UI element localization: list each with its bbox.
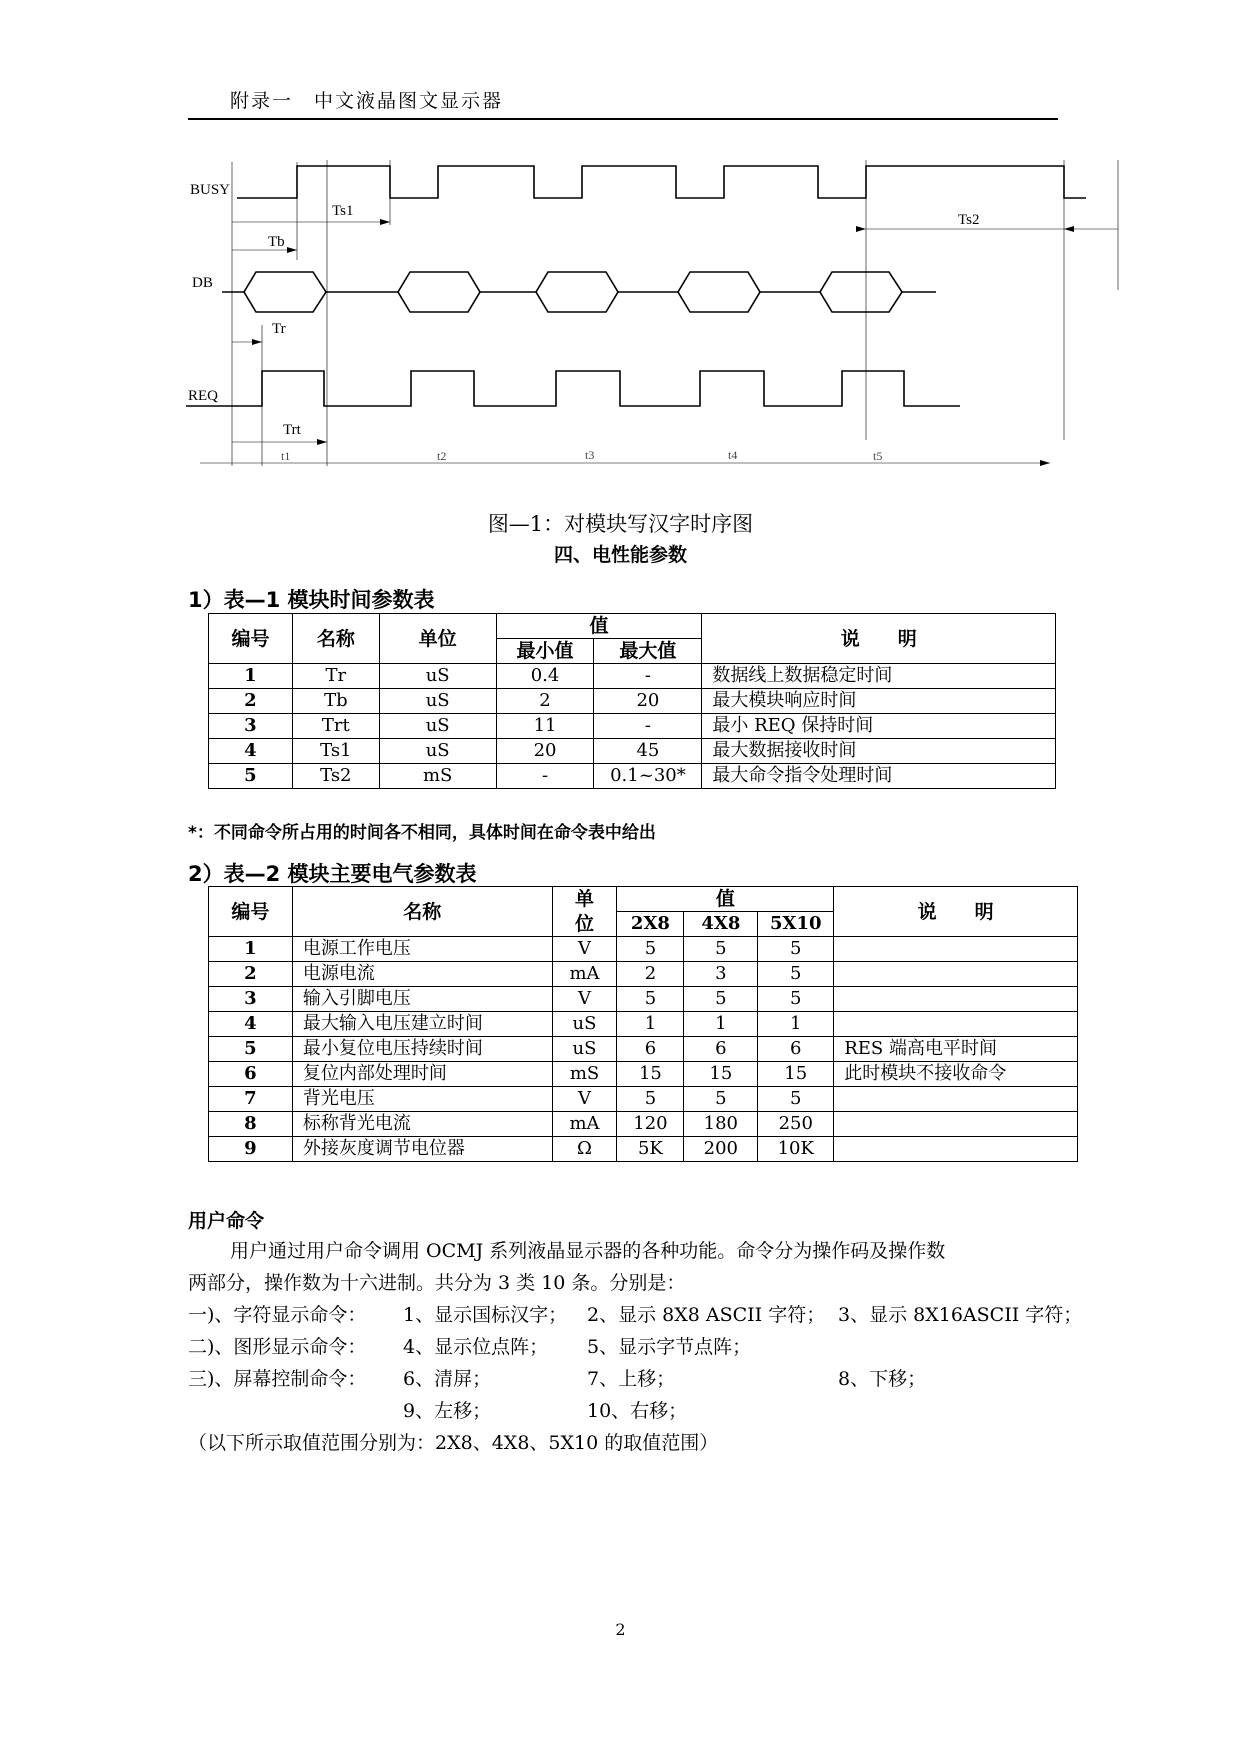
interval-label-trt: Trt: [283, 422, 301, 438]
page-number: 2: [615, 1620, 626, 1639]
table2-body: [209, 937, 1078, 1162]
cmd-item: 1、显示国标汉字；: [403, 1304, 568, 1326]
table-cell: 5: [758, 1087, 834, 1112]
table2-header-no: 编号: [209, 887, 293, 937]
table-cell: uS: [379, 739, 496, 764]
db-data-eye: [398, 272, 480, 312]
cmd-item: 8、下移；: [838, 1368, 927, 1390]
commands-para2: 两部分，操作数为十六进制。共分为 3 类 10 条。分别是：: [188, 1272, 686, 1294]
table-cell: 0.1~30*: [594, 764, 702, 789]
cmd-item: 7、上移；: [587, 1368, 676, 1390]
cmd-item: 3、显示 8X16ASCII 字符；: [838, 1304, 1083, 1326]
table-cell: 1: [617, 1012, 684, 1037]
table2-header-value: 值: [617, 887, 834, 912]
table-cell: 3: [209, 714, 293, 739]
table-cell: [834, 962, 1078, 987]
table2-title: 2）表—2 模块主要电气参数表: [188, 862, 477, 886]
table1-note: *：不同命令所占用的时间各不相同，具体时间在命令表中给出: [188, 823, 656, 843]
table-cell: -: [496, 764, 594, 789]
table-cell: 2: [209, 962, 293, 987]
table-cell: 7: [209, 1087, 293, 1112]
table-cell: mS: [552, 1062, 617, 1087]
table-cell: 20: [496, 739, 594, 764]
table-cell: [834, 937, 1078, 962]
time-mark-t2: t2: [437, 449, 447, 463]
table-cell: 1: [684, 1012, 758, 1037]
table1-header-unit: 单位: [379, 614, 496, 664]
table-cell: 标称背光电流: [292, 1112, 552, 1137]
db-data-eye: [536, 272, 618, 312]
cat1-label: 一)、字符显示命令：: [188, 1304, 367, 1326]
table-cell: -: [594, 664, 702, 689]
interval-label-ts2: Ts2: [958, 212, 980, 228]
table-cell: 6: [209, 1062, 293, 1087]
header-rule: [188, 118, 1058, 120]
cmd-item: 6、清屏；: [403, 1368, 492, 1390]
table-cell: 250: [758, 1112, 834, 1137]
commands-title: 用户命令: [188, 1210, 265, 1232]
table-cell: 45: [594, 739, 702, 764]
table-cell: 5: [617, 987, 684, 1012]
table-cell: 5: [209, 1037, 293, 1062]
table-cell: 8: [209, 1112, 293, 1137]
table-cell: mS: [379, 764, 496, 789]
table-row: [209, 1137, 1078, 1162]
electrical-parameter-table: [208, 886, 1078, 1162]
table-cell: 6: [684, 1037, 758, 1062]
table-cell: 20: [594, 689, 702, 714]
table-cell: 背光电压: [292, 1087, 552, 1112]
table-cell: 5: [209, 764, 293, 789]
table2-header-name: 名称: [292, 887, 552, 937]
table-cell: uS: [552, 1012, 617, 1037]
table-cell: Ts2: [292, 764, 379, 789]
table-cell: [834, 1087, 1078, 1112]
timing-diagram: [0, 150, 1241, 480]
table1-header-no: 编号: [209, 614, 293, 664]
table1-header-max: 最大值: [594, 639, 702, 664]
table-cell: Ω: [552, 1137, 617, 1162]
table-cell: 4: [209, 739, 293, 764]
cmd-item: 5、显示字节点阵；: [587, 1336, 752, 1358]
table-cell: 5: [758, 987, 834, 1012]
table2-header-desc: 说 明: [834, 887, 1078, 937]
table-cell: 5: [758, 962, 834, 987]
table-cell: 5: [684, 987, 758, 1012]
table-cell: 9: [209, 1137, 293, 1162]
time-mark-t4: t4: [728, 448, 738, 462]
table-cell: 最小 REQ 保持时间: [702, 714, 1056, 739]
table-cell: 最大模块响应时间: [702, 689, 1056, 714]
interval-label-tb: Tb: [268, 234, 285, 250]
table-row: [209, 1062, 1078, 1087]
table-cell: RES 端高电平时间: [834, 1037, 1078, 1062]
table-cell: 1: [209, 664, 293, 689]
table-row: [209, 937, 1078, 962]
table-cell: 5: [684, 1087, 758, 1112]
table-cell: uS: [379, 714, 496, 739]
table-cell: 5: [684, 937, 758, 962]
table-row: [209, 962, 1078, 987]
table-cell: 10K: [758, 1137, 834, 1162]
table-cell: V: [552, 1087, 617, 1112]
table-cell: 0.4: [496, 664, 594, 689]
signal-label-db: DB: [192, 275, 213, 291]
table-cell: 15: [617, 1062, 684, 1087]
table-cell: 3: [684, 962, 758, 987]
table-cell: uS: [379, 689, 496, 714]
table-cell: 6: [617, 1037, 684, 1062]
table1-header-value: 值: [496, 614, 702, 639]
table2-header-5x10: 5X10: [758, 912, 834, 937]
cmd-item: 2、显示 8X8 ASCII 字符；: [587, 1304, 826, 1326]
table-row: [209, 764, 1056, 789]
table-cell: 最小复位电压持续时间: [292, 1037, 552, 1062]
table1-title: 1）表—1 模块时间参数表: [188, 588, 435, 612]
table-cell: 180: [684, 1112, 758, 1137]
table-row: [209, 1112, 1078, 1137]
header-text: 附录一 中文液晶图文显示器: [230, 90, 504, 112]
table-cell: 6: [758, 1037, 834, 1062]
table-cell: uS: [552, 1037, 617, 1062]
table2-header-unit-b: 位: [552, 912, 617, 937]
time-mark-t3: t3: [585, 448, 595, 462]
cmd-item: 9、左移；: [403, 1400, 492, 1422]
table-cell: 2: [496, 689, 594, 714]
table-cell: 200: [684, 1137, 758, 1162]
table-row: [209, 714, 1056, 739]
table-cell: [834, 1012, 1078, 1037]
table2-header-2x8: 2X8: [617, 912, 684, 937]
table-row: [209, 664, 1056, 689]
table-cell: 数据线上数据稳定时间: [702, 664, 1056, 689]
figure-caption: 图—1：对模块写汉字时序图: [487, 512, 754, 536]
db-data-eye: [244, 272, 326, 312]
table1-header-name: 名称: [292, 614, 379, 664]
table-cell: Ts1: [292, 739, 379, 764]
table-cell: 15: [684, 1062, 758, 1087]
table-cell: 3: [209, 987, 293, 1012]
table-cell: uS: [379, 664, 496, 689]
table-cell: 5K: [617, 1137, 684, 1162]
table-cell: 电源电流: [292, 962, 552, 987]
table-cell: V: [552, 937, 617, 962]
cmd-item: 4、显示位点阵；: [403, 1336, 549, 1358]
table-cell: 最大输入电压建立时间: [292, 1012, 552, 1037]
table-cell: 1: [209, 937, 293, 962]
table-row: [209, 1037, 1078, 1062]
table2-header-4x8: 4X8: [684, 912, 758, 937]
time-parameter-table: [208, 613, 1056, 789]
table-cell: mA: [552, 962, 617, 987]
table-cell: 4: [209, 1012, 293, 1037]
req-waveform: [186, 371, 960, 406]
table-cell: 输入引脚电压: [292, 987, 552, 1012]
table1-header-min: 最小值: [496, 639, 594, 664]
interval-label-ts1: Ts1: [332, 203, 354, 219]
cat3-label: 三)、屏幕控制命令：: [188, 1368, 367, 1390]
db-data-eye: [678, 272, 760, 312]
db-data-eye: [820, 272, 902, 312]
table-row: [209, 689, 1056, 714]
table1-body: [209, 664, 1056, 789]
table2-header-unit-a: 单: [552, 887, 617, 912]
table-cell: 外接灰度调节电位器: [292, 1137, 552, 1162]
table-cell: [834, 987, 1078, 1012]
section-title: 四、电性能参数: [553, 544, 687, 566]
table-cell: 5: [758, 937, 834, 962]
range-note: （以下所示取值范围分别为：2X8、4X8、5X10 的取值范围）: [188, 1432, 719, 1454]
table-cell: Trt: [292, 714, 379, 739]
table1-header-desc: 说 明: [702, 614, 1056, 664]
cat2-label: 二)、图形显示命令：: [188, 1336, 367, 1358]
table-cell: V: [552, 987, 617, 1012]
table-cell: -: [594, 714, 702, 739]
table-cell: 复位内部处理时间: [292, 1062, 552, 1087]
table-row: [209, 987, 1078, 1012]
interval-label-tr: Tr: [272, 321, 286, 337]
table-row: [209, 1012, 1078, 1037]
commands-para1: 用户通过用户命令调用 OCMJ 系列液晶显示器的各种功能。命令分为操作码及操作数: [230, 1240, 946, 1262]
table-cell: 此时模块不接收命令: [834, 1062, 1078, 1087]
table-cell: 2: [617, 962, 684, 987]
table-cell: 最大数据接收时间: [702, 739, 1056, 764]
time-mark-t5: t5: [873, 449, 883, 463]
signal-label-busy: BUSY: [190, 182, 231, 198]
table-cell: 2: [209, 689, 293, 714]
table-row: [209, 1087, 1078, 1112]
table-row: [209, 739, 1056, 764]
busy-waveform: [237, 166, 1086, 198]
table-cell: [834, 1137, 1078, 1162]
table-cell: 5: [617, 1087, 684, 1112]
table-cell: 1: [758, 1012, 834, 1037]
signal-label-req: REQ: [188, 388, 218, 404]
time-mark-t1: t1: [281, 449, 291, 463]
table-cell: Tb: [292, 689, 379, 714]
table-cell: 11: [496, 714, 594, 739]
table-cell: 15: [758, 1062, 834, 1087]
cmd-item: 10、右移；: [587, 1400, 688, 1422]
table-cell: mA: [552, 1112, 617, 1137]
table-cell: [834, 1112, 1078, 1137]
table-cell: 120: [617, 1112, 684, 1137]
table-cell: 最大命令指令处理时间: [702, 764, 1056, 789]
table-cell: Tr: [292, 664, 379, 689]
table-cell: 电源工作电压: [292, 937, 552, 962]
table-cell: 5: [617, 937, 684, 962]
